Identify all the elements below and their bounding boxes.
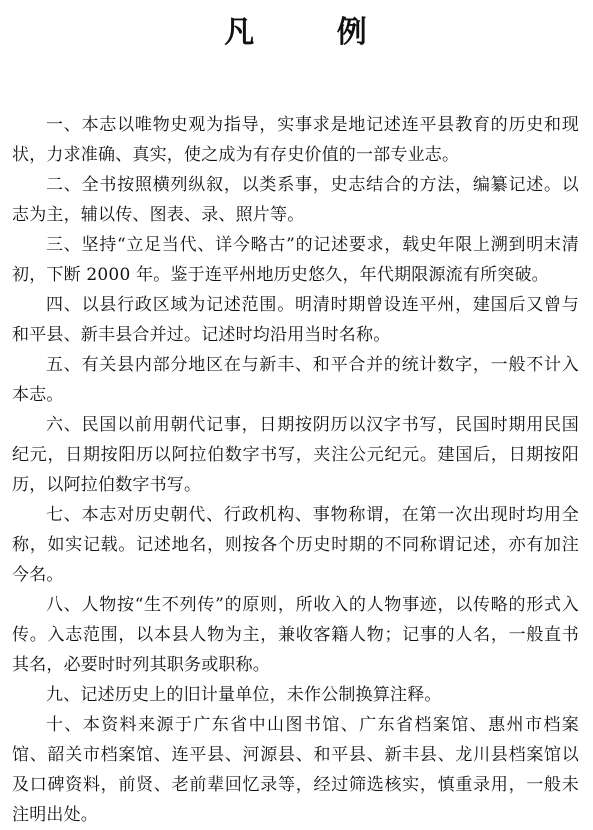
paragraph-3: 三、坚持“立足当代、详今略古”的记述要求，载史年限上溯到明末清初，下断 2000 年。鉴于连平州地历史悠久，年代期限源流有所突破。	[12, 235, 579, 285]
paragraph-9: 九、记述历史上的旧计量单位，未作公制换算注释。	[46, 685, 442, 705]
page-title: 凡 例	[224, 15, 403, 50]
paragraph-5: 五、有关县内部分地区在与新丰、和平合并的统计数字，一般不计入本志。	[12, 355, 579, 405]
paragraph-10: 十、本资料来源于广东省中山图书馆、广东省档案馆、惠州市档案馆、韶关市档案馆、连平县、河源县、和平县、新丰县、龙川县档案馆以及口碑资料，前贤、老前辈回忆录等，经过筛选核实，慎重录用，一般未注明出处。	[12, 715, 579, 825]
paragraph-8: 八、人物按“生不列传”的原则，所收入的人物事迹，以传略的形式入传。入志范围，以本县人物为主，兼收客籍人物；记事的人名，一般直书其名，必要时时列其职务或职称。	[12, 595, 579, 675]
paragraph-4: 四、以县行政区域为记述范围。明清时期曾设连平州，建国后又曾与和平县、新丰县合并过。记述时均沿用当时名称。	[12, 295, 579, 345]
document-body	[12, 110, 579, 830]
paragraph-1: 一、本志以唯物史观为指导，实事求是地记述连平县教育的历史和现状，力求准确、真实，使之成为有存史价值的一部专业志。	[12, 115, 579, 165]
paragraph-6: 六、民国以前用朝代记事，日期按阴历以汉字书写，民国时期用民国纪元，日期按阳历以阿拉伯数字书写，夹注公元纪元。建国后，日期按阳历，以阿拉伯数字书写。	[12, 415, 579, 495]
paragraph-2: 二、全书按照横列纵叙，以类系事，史志结合的方法，编纂记述。以志为主，辅以传、图表、录、照片等。	[12, 175, 579, 225]
paragraph-7: 七、本志对历史朝代、行政机构、事物称谓，在第一次出现时均用全称，如实记载。记述地名，则按各个历史时期的不同称谓记述，亦有加注今名。	[12, 505, 579, 585]
